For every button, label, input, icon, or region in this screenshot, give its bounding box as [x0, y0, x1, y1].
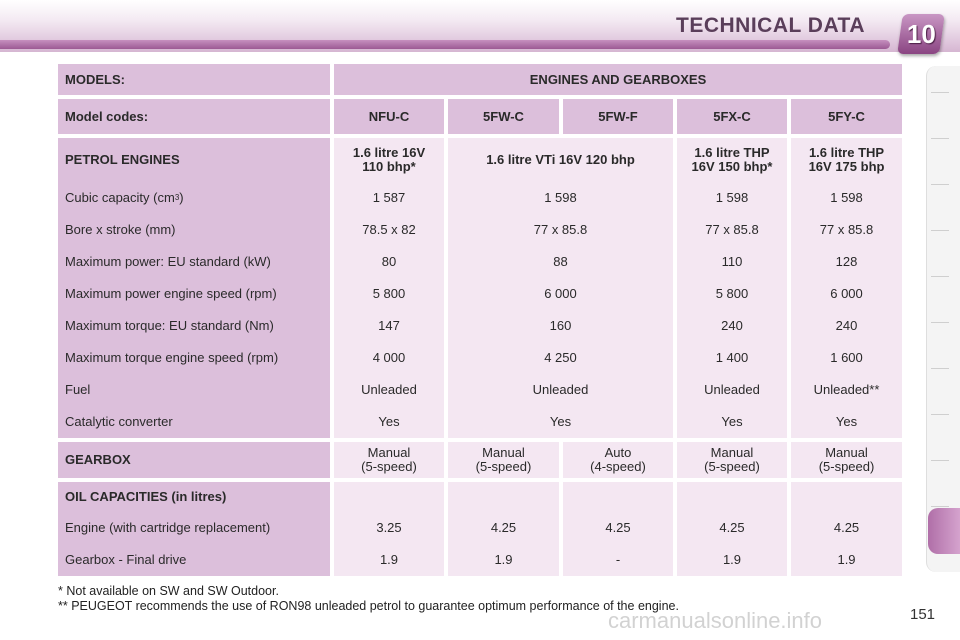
spec-value: 110: [721, 254, 743, 269]
spec-value: 77 x 85.8: [705, 222, 759, 237]
chapter-tab-strip: [926, 66, 960, 572]
spec-value: 1 400: [715, 350, 749, 365]
engine-column-thp175: [791, 138, 902, 438]
spec-value: 6 000: [830, 286, 863, 301]
spec-value: Unleaded: [704, 382, 760, 397]
oil-column: [563, 482, 673, 576]
footnote-fuel: ** PEUGEOT recommends the use of RON98 unleaded petrol to guarantee optimum performance of the engine.: [58, 599, 679, 613]
gearbox-cell: [677, 442, 787, 478]
watermark: carmanualsonline.info: [608, 608, 823, 633]
spec-value: Unleaded: [361, 382, 417, 397]
gearbox-value: Auto (4-speed): [590, 445, 646, 474]
page-title: TECHNICAL DATA: [676, 14, 865, 37]
gearbox-value: Manual (5-speed): [704, 445, 760, 474]
spec-value: 1.9: [722, 552, 742, 567]
engine-column-vti: [448, 138, 673, 438]
spec-value: 88: [553, 254, 568, 269]
spec-value: 4.25: [605, 520, 631, 535]
active-chapter-tab[interactable]: [928, 508, 960, 554]
model-code: NFU-C: [334, 99, 444, 134]
spec-value: Yes: [549, 414, 572, 429]
spec-value: 160: [549, 318, 572, 333]
gearbox-cell: [563, 442, 673, 478]
tab-divider: [931, 138, 949, 139]
spec-value: 77 x 85.8: [819, 222, 874, 237]
engine-name: 1.6 litre 16V 110 bhp*: [352, 145, 426, 174]
chapter-badge: [897, 14, 945, 54]
spec-label: Catalytic converter: [65, 414, 173, 429]
tab-divider: [931, 368, 949, 369]
blank-cell: [448, 482, 559, 512]
technical-data-table: [54, 60, 906, 580]
tab-divider: [931, 322, 949, 323]
spec-value: 4 000: [372, 350, 406, 365]
spec-label: Maximum torque: EU standard (Nm): [65, 318, 274, 333]
gearbox-value: Manual (5-speed): [361, 445, 417, 474]
gearbox-cell: [791, 442, 902, 478]
engine-column-nfu: [334, 138, 444, 438]
spec-value: 1 598: [544, 190, 577, 205]
spec-value: 6 000: [544, 286, 577, 301]
spec-value: Unleaded: [532, 382, 589, 397]
oil-capacities-block: [58, 482, 902, 576]
engine-name: 1.6 litre THP 16V 150 bhp*: [691, 145, 773, 174]
oil-column: [677, 482, 787, 576]
gearbox-value: Manual (5-speed): [818, 445, 875, 474]
engines-gearboxes-header: ENGINES AND GEARBOXES: [334, 64, 902, 95]
tab-divider: [931, 460, 949, 461]
spec-value: 80: [381, 254, 397, 269]
spec-value: 240: [835, 318, 858, 333]
spec-value: 128: [835, 254, 858, 269]
gearbox-label-cell: [58, 442, 330, 478]
spec-label: Fuel: [65, 382, 91, 397]
oil-column: [334, 482, 444, 576]
tab-divider: [931, 92, 949, 93]
header-stripe: [0, 40, 890, 49]
gearbox-cell: [334, 442, 444, 478]
blank-cell: [334, 482, 444, 512]
tab-divider: [931, 414, 949, 415]
model-code: 5FY-C: [791, 99, 902, 134]
spec-value: Yes: [721, 414, 743, 429]
spec-value: 5 800: [372, 286, 406, 301]
spec-value: 5 800: [715, 286, 749, 301]
blank-cell: [791, 482, 902, 512]
spec-value: Yes: [835, 414, 858, 429]
spec-value: 1 600: [830, 350, 863, 365]
spec-value: 1.9: [837, 552, 856, 567]
spec-value: Unleaded**: [813, 382, 880, 397]
spec-value: 1 587: [372, 190, 406, 205]
spec-value: 1.9: [379, 552, 399, 567]
oil-capacities-label: OIL CAPACITIES (in litres): [65, 489, 227, 504]
tab-divider: [931, 230, 949, 231]
oil-column: [791, 482, 902, 576]
spec-label: Cubic capacity (cm 3 ): [65, 190, 184, 205]
petrol-engines-block: [58, 138, 902, 438]
spec-label: Bore x stroke (mm): [65, 222, 176, 237]
blank-cell: [677, 482, 787, 512]
spec-value: 4.25: [833, 520, 860, 535]
blank-cell: [563, 482, 673, 512]
page-number: 151: [910, 606, 936, 623]
engine-column-thp150: [677, 138, 787, 438]
spec-label: Gearbox - Final drive: [65, 552, 187, 567]
spec-value: 77 x 85.8: [533, 222, 588, 237]
gearbox-cell: [448, 442, 559, 478]
footnote-availability: * Not available on SW and SW Outdoor.: [58, 584, 279, 598]
spec-value: 147: [378, 318, 400, 333]
model-codes-label: Model codes:: [58, 99, 330, 134]
spec-label: Engine (with cartridge replacement): [65, 520, 271, 535]
models-row: [58, 64, 902, 95]
tab-divider: [931, 506, 949, 507]
spec-label: Maximum torque engine speed (rpm): [65, 350, 279, 365]
spec-label: Maximum power engine speed (rpm): [65, 286, 277, 301]
models-label: MODELS:: [58, 64, 330, 95]
engine-name: 1.6 litre VTi 16V 120 bhp: [486, 152, 635, 167]
spec-value: 1 598: [830, 190, 863, 205]
engine-name: 1.6 litre THP 16V 175 bhp: [808, 145, 885, 174]
model-code: 5FX-C: [677, 99, 787, 134]
spec-value: Yes: [378, 414, 400, 429]
spec-value: 1 598: [715, 190, 749, 205]
spec-value: 4 250: [544, 350, 577, 365]
chapter-number: 10: [906, 18, 936, 49]
spec-value: 3.25: [376, 520, 402, 535]
oil-column: [448, 482, 559, 576]
spec-label: Maximum power: EU standard (kW): [65, 254, 271, 269]
spec-value: 78.5 x 82: [362, 222, 416, 237]
spec-value: 240: [721, 318, 743, 333]
model-code: 5FW-F: [563, 99, 673, 134]
spec-value: -: [615, 552, 621, 567]
gearbox-label: GEARBOX: [65, 452, 131, 467]
gearbox-value: Manual (5-speed): [475, 445, 532, 474]
petrol-labels: [58, 138, 330, 438]
tab-divider: [931, 184, 949, 185]
spec-value: 1.9: [494, 552, 513, 567]
spec-value: 4.25: [490, 520, 517, 535]
gearbox-row: [58, 442, 902, 478]
spec-value: 4.25: [719, 520, 745, 535]
model-codes-row: [58, 99, 902, 134]
model-code: 5FW-C: [448, 99, 559, 134]
tab-divider: [931, 276, 949, 277]
oil-labels: [58, 482, 330, 576]
petrol-engines-label: PETROL ENGINES: [65, 152, 180, 167]
